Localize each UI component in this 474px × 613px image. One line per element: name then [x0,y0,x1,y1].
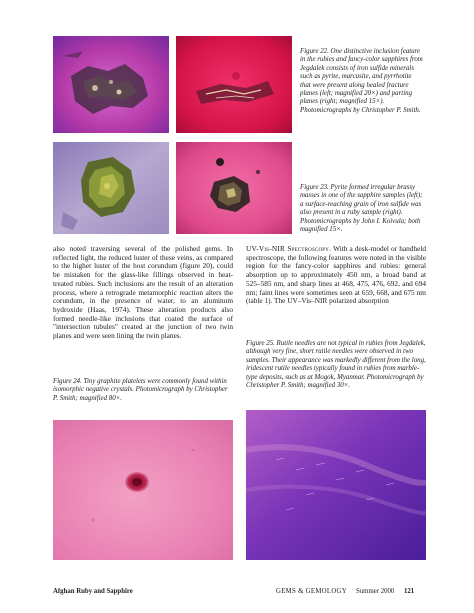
figure-25-photo [246,410,426,560]
figure-24-photo [53,420,233,560]
figure-22-caption: Figure 22. One distinctive inclusion feature in the rubies and fancy-color sapphires from Jegdalek consists of iron sulfide minerals such as pyrite, marcasite, and pyrrhotite that were present along healed fracture planes (left; magnified 20×) and parting planes (right; magnified 15×). Photomicrographs by Christopher P. Smith. [300,48,423,114]
footer-season: Summer 2000 [356,588,395,595]
left-column-text: also noted traversing several of the polished gems. In reflected light, the reduced luster of these veins, as compared to the higher luster of the host corundum (figure 20), could be mistaken for the glass-like fillings observed in heat-treated rubies. Such inclusions are the result of an alteration process, where a retrograde metamorphic reaction alters the corundum, in the presence of water, to an aluminum hydroxide (Haas, 1974). These alteration products also formed needle-like inclusions that coated the surface of "intersection tubules" created at the junction of two twin planes and were seen lining the twin planes. [53,244,233,341]
figure-22-left-photo [53,36,169,133]
figure-23-left-photo [53,142,169,234]
figure-24-caption: Figure 24. Tiny graphite platelets were commonly found within isomorphic negative crystals. Photomicrograph by Christopher P. Smith; magnified 80×. [53,378,228,402]
figure-23-caption: Figure 23. Pyrite formed irregular brassy masses in one of the sapphire samples (left); a surface-reaching grain of iron sulfide was also present in a ruby sample (right). Photomicrographs by John I. Koivula; both magnified 15×. [300,184,423,234]
figure-25-caption: Figure 25. Rutile needles are not typical in rubies from Jegdalek, although very fine, short rutile needles were observed in two samples. Their appearance was markedly different from the long, iridescent rutile needles typically found in rubies from marble-type deposits, such as at Mogok, Myanmar. Photomicrograph by Christopher P. Smith; magnified 30×. [246,340,426,390]
right-column-heading: UV-Vis-NIR Spectroscopy. [246,244,332,253]
footer-page-number: 121 [404,588,415,595]
right-column-body: With a desk-model or handheld spectroscope, the following features were noted in the visible region for the fancy-color sapphires and rubies: general absorption up to approximately 450 nm, a broad band at 525–585 nm, and sharp lines at 468, 475, 476, 692, and 694 nm; faint lines were sometimes seen at 659, 668, and 675 nm (table 1). The UV–Vis–NIR polarized absorption [246,244,426,306]
right-column-text [246,245,426,306]
footer-article-title: Afghan Ruby and Sapphire [53,588,133,595]
footer-journal-name: GEMS & GEMOLOGY [276,588,347,595]
figure-22-right-photo [176,36,292,133]
figure-23-right-photo [176,142,292,234]
